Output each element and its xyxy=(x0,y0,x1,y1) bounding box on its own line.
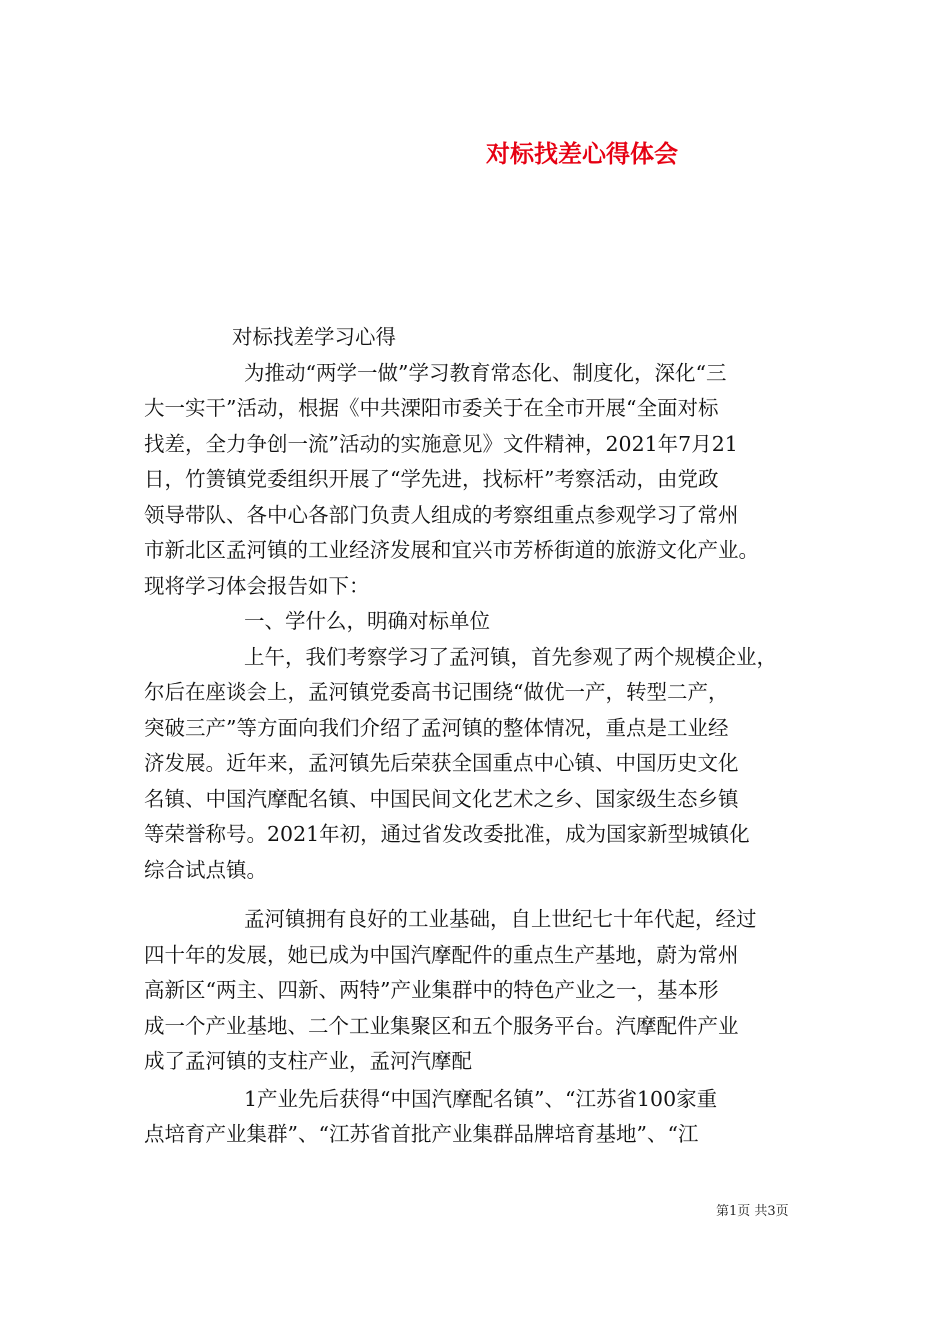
text-line: 四十年的发展，她已成为中国汽摩配件的重点生产基地，蔚为常州 xyxy=(144,942,739,967)
document-body xyxy=(144,320,812,1153)
text-line: 上午，我们考察学习了孟河镇，首先参观了两个规模企业， xyxy=(244,644,777,669)
text-line: 1产业先后获得“中国汽摩配名镇”、“江苏省100家重 xyxy=(244,1086,718,1111)
text-line: 成一个产业基地、二个工业集聚区和五个服务平台。汽摩配件产业 xyxy=(144,1013,739,1038)
section-heading: 一、学什么，明确对标单位 xyxy=(244,609,490,633)
document-title: 对标找差心得体会 xyxy=(486,139,678,168)
text-line: 孟河镇拥有良好的工业基础，自上世纪七十年代起，经过 xyxy=(244,907,757,931)
document-subtitle: 对标找差学习心得 xyxy=(232,325,396,349)
text-line: 为推动“两学一做”学习教育常态化、制度化，深化“三 xyxy=(244,360,727,385)
text-line: 市新北区孟河镇的工业经济发展和宜兴市芳桥街道的旅游文化产业。 xyxy=(144,538,759,562)
text-line: 点培育产业集群”、“江苏省首批产业集群品牌培育基地”、“江 xyxy=(144,1122,699,1146)
text-line: 现将学习体会报告如下： xyxy=(144,573,370,598)
text-line: 济发展。近年来，孟河镇先后荣获全国重点中心镇、中国历史文化 xyxy=(144,751,739,775)
text-line: 突破三产”等方面向我们介绍了孟河镇的整体情况，重点是工业经 xyxy=(144,715,729,740)
text-line: 成了孟河镇的支柱产业，孟河汽摩配 xyxy=(144,1049,472,1073)
text-line: 综合试点镇。 xyxy=(144,857,267,882)
text-line: 日，竹箦镇党委组织开展了“学先进，找标杆”考察活动，由党政 xyxy=(144,467,719,491)
text-line: 名镇、中国汽摩配名镇、中国民间文化艺术之乡、国家级生态乡镇 xyxy=(144,786,739,811)
text-line: 大一实干”活动，根据《中共溧阳市委关于在全市开展“全面对标 xyxy=(144,396,719,420)
text-line: 领导带队、各中心各部门负责人组成的考察组重点参观学习了常州 xyxy=(144,502,739,527)
text-line: 等荣誉称号。2021年初，通过省发改委批准，成为国家新型城镇化 xyxy=(144,822,750,846)
text-line: 高新区“两主、四新、两特”产业集群中的特色产业之一，基本形 xyxy=(144,978,719,1002)
page-number-footer: 第1页 共3页 xyxy=(716,1204,789,1219)
text-line: 找差，全力争创一流”活动的实施意见》文件精神，2021年7月21 xyxy=(144,431,738,456)
text-line: 尔后在座谈会上，孟河镇党委高书记围绕“做优一产，转型二产， xyxy=(144,680,729,704)
